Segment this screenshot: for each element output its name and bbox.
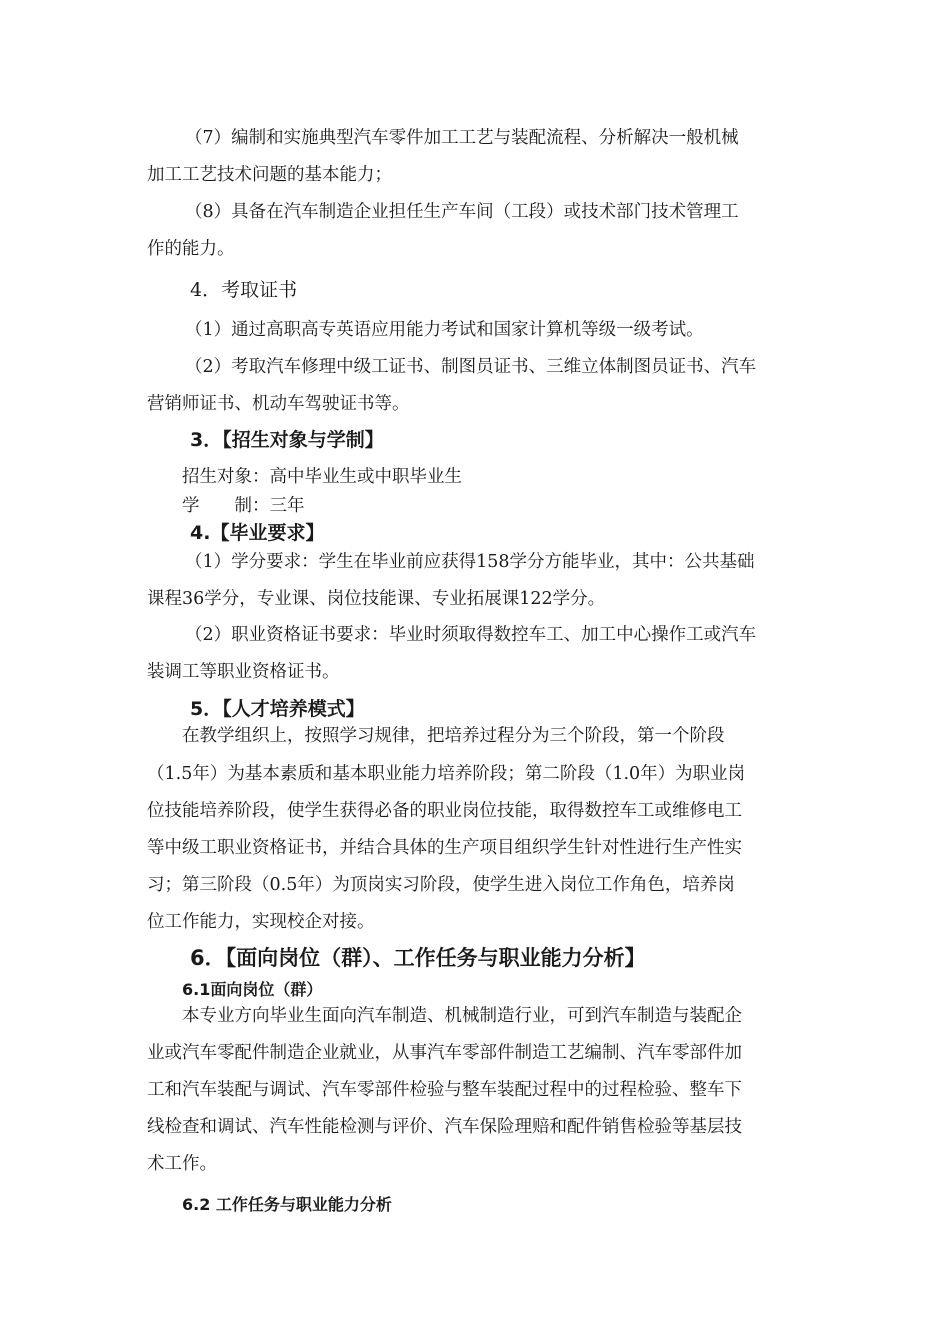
paragraph-line: 在教学组织上，按照学习规律，把培养过程分为三个阶段，第一个阶段 bbox=[182, 726, 725, 746]
section-heading-training-mode: 5．【人才培养模式】 bbox=[190, 698, 365, 720]
paragraph-line: （2）考取汽车修理中级工证书、制图员证书、三维立体制图员证书、汽车 bbox=[185, 357, 757, 377]
paragraph-line: 习；第三阶段（0.5年）为顶岗实习阶段，使学生进入岗位工作角色，培养岗 bbox=[147, 875, 735, 895]
subsection-heading-positions: 6.1面向岗位（群） bbox=[182, 980, 323, 999]
paragraph-line: 课程36学分，专业课、岗位技能课、专业拓展课122学分。 bbox=[147, 589, 606, 609]
section-heading-certificates: 4．考取证书 bbox=[190, 279, 298, 301]
paragraph-line: 等中级工职业资格证书，并结合具体的生产项目组织学生针对性进行生产性实 bbox=[147, 838, 742, 858]
paragraph-line: （7）编制和实施典型汽车零件加工工艺与装配流程、分析解决一般机械 bbox=[185, 128, 739, 148]
paragraph-line: 营销师证书、机动车驾驶证书等。 bbox=[147, 394, 410, 414]
paragraph-line: （1.5年）为基本素质和基本职业能力培养阶段；第二阶段（1.0年）为职业岗 bbox=[147, 764, 746, 784]
paragraph-line: 位技能培养阶段，使学生获得必备的职业岗位技能，取得数控车工或维修电工 bbox=[147, 801, 742, 821]
paragraph-line: 位工作能力，实现校企对接。 bbox=[147, 912, 375, 932]
section-heading-enrollment: 3．【招生对象与学制】 bbox=[190, 429, 384, 451]
section-heading-graduation: 4.【毕业要求】 bbox=[190, 522, 325, 544]
paragraph-line: （1）通过高职高专英语应用能力考试和国家计算机等级一级考试。 bbox=[185, 320, 704, 340]
paragraph-line: 加工工艺技术问题的基本能力； bbox=[147, 165, 392, 185]
paragraph-line: （8）具备在汽车制造企业担任生产车间（工段）或技术部门技术管理工 bbox=[185, 202, 739, 222]
paragraph-line: 业或汽车零配件制造企业就业，从事汽车零部件制造工艺编制、汽车零部件加 bbox=[147, 1043, 742, 1063]
paragraph-line: 工和汽车装配与调试、汽车零部件检验与整车装配过程中的过程检验、整车下 bbox=[147, 1080, 742, 1100]
paragraph-line: 作的能力。 bbox=[147, 239, 235, 259]
study-duration: 学 制：三年 bbox=[182, 496, 305, 516]
enrollment-target: 招生对象：高中毕业生或中职毕业生 bbox=[182, 467, 462, 487]
subsection-heading-tasks: 6.2 工作任务与职业能力分析 bbox=[182, 1195, 392, 1214]
paragraph-line: （2）职业资格证书要求：毕业时须取得数控车工、加工中心操作工或汽车 bbox=[185, 625, 757, 645]
paragraph-line: 术工作。 bbox=[147, 1154, 217, 1174]
paragraph-line: （1）学分要求：学生在毕业前应获得158学分方能毕业，其中：公共基础 bbox=[185, 552, 755, 572]
paragraph-line: 装调工等职业资格证书。 bbox=[147, 662, 340, 682]
paragraph-line: 线检查和调试、汽车性能检测与评价、汽车保险理赔和配件销售检验等基层技 bbox=[147, 1117, 742, 1137]
section-heading-positions: 6．【面向岗位（群）、工作任务与职业能力分析】 bbox=[190, 946, 646, 970]
paragraph-line: 本专业方向毕业生面向汽车制造、机械制造行业，可到汽车制造与装配企 bbox=[182, 1006, 742, 1026]
